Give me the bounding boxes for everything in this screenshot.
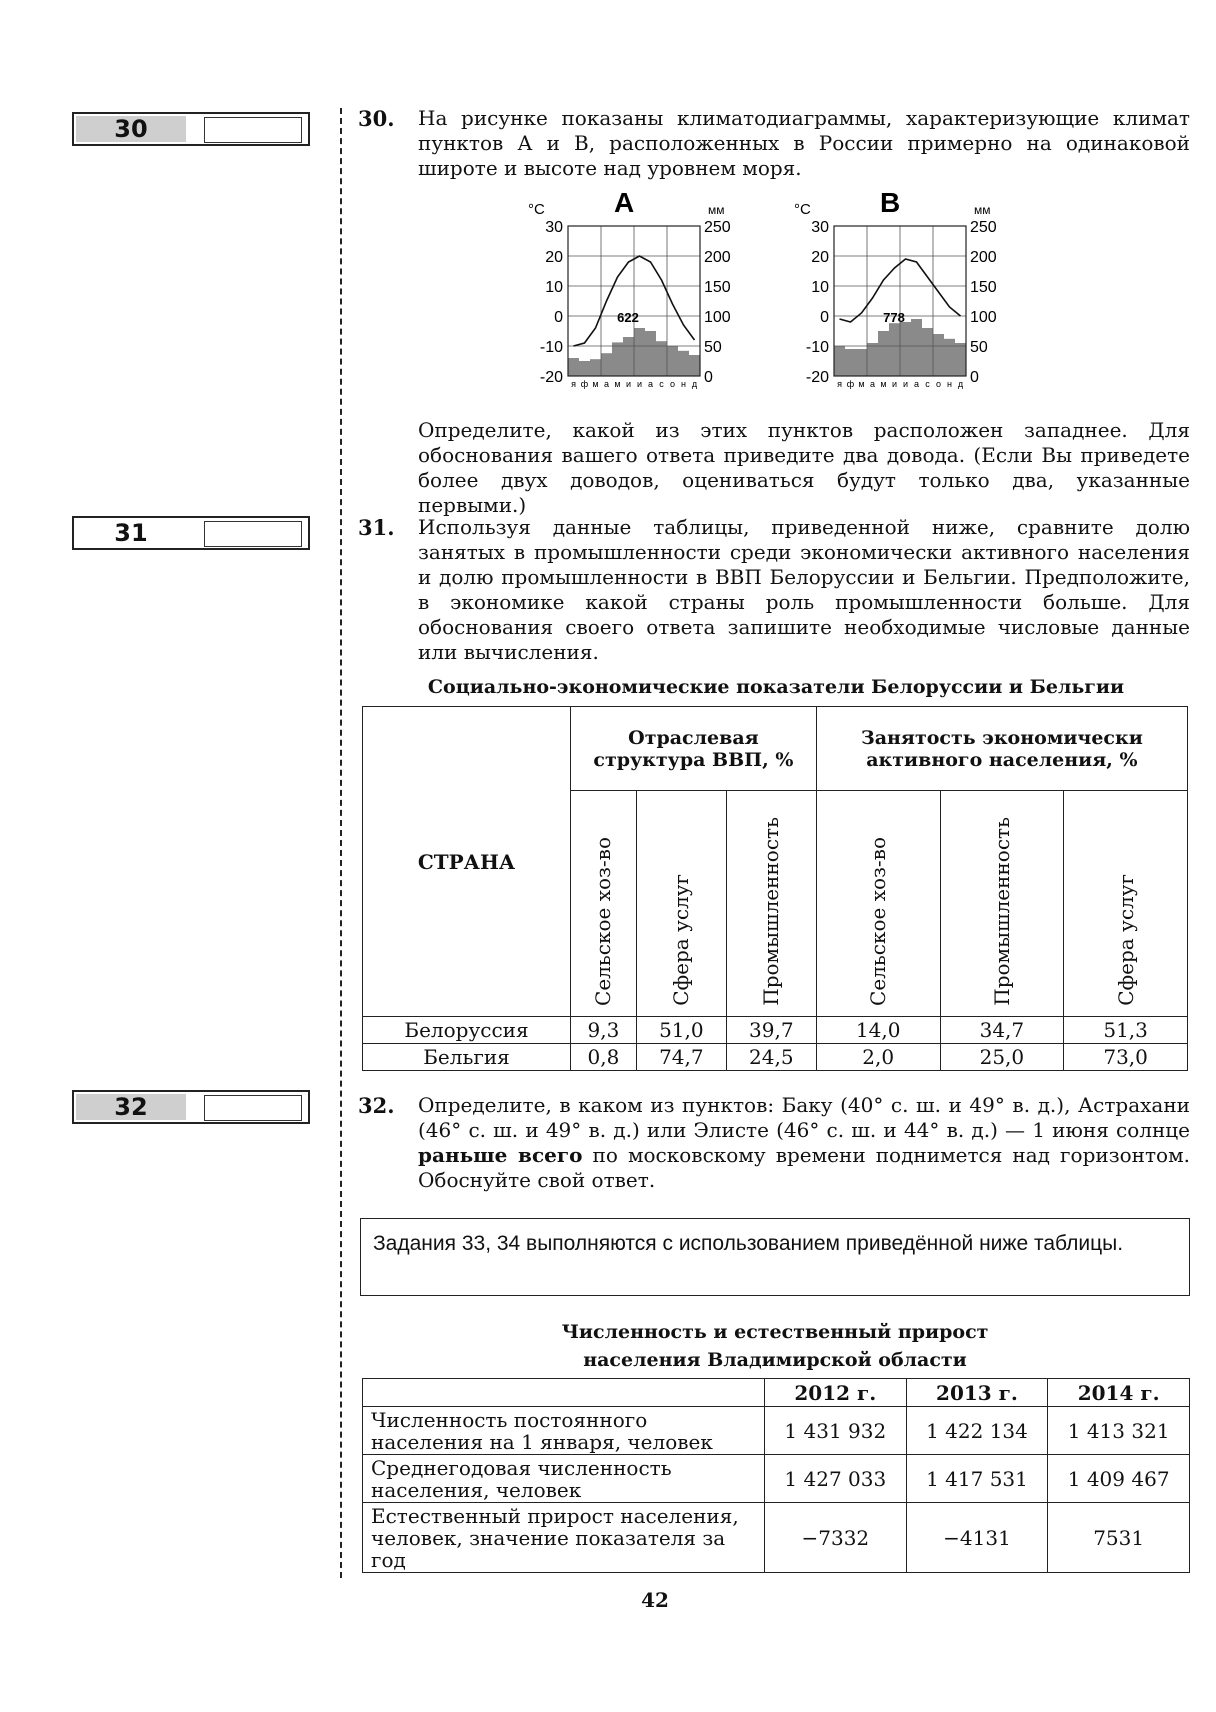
precip-tick-label: 250 [970, 219, 997, 236]
socio-economic-table [362, 706, 1188, 1071]
precip-bar [856, 349, 867, 376]
question-32-text-part1: Определите, в каком из пунктов: Баку (40° с. ш. и 49° в. д.), Астрахани (46° с. ш. и 49° в. д.) или Элисте (46° с. ш. и 44° в. д.) — 1 июня солнце [418, 1093, 1190, 1142]
climate-charts [520, 190, 1040, 400]
question-31-text: Используя данные таблицы, приведенной ниже, сравните долю занятых в промышленности среди экономически активного населения и долю промышленности в ВВП Белоруссии и Бельгии. Предположите, в экономике какой страны роль промышленности больше. Для обоснования своего ответа запишите необходимые числовые данные или вычисления. [418, 515, 1190, 664]
value-cell: 51,3 [1064, 1017, 1188, 1044]
table-2-title-line1: Численность и естественный прирост [561, 1321, 989, 1343]
question-32-text-part2: по московскому времени поднимется над горизонтом. Обоснуйте свой ответ. [418, 1143, 1190, 1192]
subheader-gdp-services: Сфера услуг [669, 874, 694, 1006]
climate-chart-a [528, 190, 731, 389]
subheader-cell [571, 791, 637, 1017]
precip-tick-label: 0 [970, 369, 979, 386]
answer-box-32 [72, 1090, 310, 1124]
precip-bar [678, 351, 689, 376]
value-cell: 1 413 321 [1048, 1407, 1190, 1455]
month-tick-label: и [902, 379, 909, 389]
precip-bar [845, 349, 856, 376]
value-cell: 39,7 [726, 1017, 816, 1044]
month-tick-label: н [681, 379, 686, 389]
answer-field-32[interactable] [204, 1095, 302, 1121]
month-tick-label: я [837, 379, 842, 389]
value-cell: 74,7 [636, 1044, 726, 1071]
table-row [363, 1503, 1190, 1573]
precip-bar [911, 319, 922, 376]
precip-bar [568, 358, 579, 376]
value-cell: 0,8 [571, 1044, 637, 1071]
value-cell: 1 417 531 [906, 1455, 1048, 1503]
empty-header-cell [363, 1379, 765, 1407]
precip-tick-label: 200 [970, 249, 997, 266]
gdp-structure-header: Отраслевая структура ВВП, % [571, 707, 817, 791]
axis-unit-precip: мм [708, 203, 725, 217]
answer-box-30 [72, 112, 310, 146]
year-header: 2013 г. [906, 1379, 1048, 1407]
month-tick-label: и [636, 379, 643, 389]
precip-bar [579, 361, 590, 376]
value-cell: 1 409 467 [1048, 1455, 1190, 1503]
subheader-emp-agriculture: Сельское хоз-во [866, 837, 891, 1006]
precip-bar [656, 341, 667, 376]
question-30-text: На рисунке показаны климатодиаграммы, характеризующие климат пунктов А и В, расположенных в России примерно на одинаковой широте и высоте над уровнем моря. [418, 106, 1190, 180]
question-32-emphasis: раньше всего [418, 1143, 583, 1167]
answer-box-number: 32 [76, 1094, 186, 1120]
temp-tick-label: -10 [539, 339, 563, 356]
temp-tick-label: -20 [539, 369, 563, 386]
precip-bar [623, 337, 634, 376]
precip-bar [889, 323, 900, 376]
row-label: Среднегодовая численность населения, человек [363, 1455, 765, 1503]
value-cell: 1 427 033 [765, 1455, 907, 1503]
value-cell: −4131 [906, 1503, 1048, 1573]
month-tick-label: ф [580, 379, 589, 389]
precip-bar [878, 331, 889, 376]
temp-tick-label: 20 [811, 249, 829, 266]
precip-bar [689, 355, 700, 376]
month-tick-label: м [880, 379, 887, 389]
country-cell: Бельгия [363, 1044, 571, 1071]
temp-tick-label: 10 [811, 279, 829, 296]
precip-bar [944, 339, 955, 376]
question-number-31: 31. [358, 515, 395, 540]
subheader-cell [726, 791, 816, 1017]
month-tick-label: н [947, 379, 952, 389]
month-tick-label: а [647, 379, 654, 389]
subheader-cell [1064, 791, 1188, 1017]
precip-tick-label: 150 [970, 279, 997, 296]
month-tick-label: м [858, 379, 865, 389]
question-32-text [418, 1093, 1190, 1193]
precip-bar [955, 343, 966, 376]
answer-field-31[interactable] [204, 521, 302, 547]
month-tick-label: а [869, 379, 876, 389]
month-tick-label: и [891, 379, 898, 389]
precip-bar [667, 346, 678, 376]
month-tick-label: д [957, 379, 964, 389]
precip-tick-label: 100 [704, 309, 731, 326]
population-table [362, 1378, 1190, 1573]
precip-tick-label: 250 [704, 219, 731, 236]
value-cell: 73,0 [1064, 1044, 1188, 1071]
value-cell: 1 431 932 [765, 1407, 907, 1455]
subheader-cell [636, 791, 726, 1017]
precip-bar [933, 334, 944, 376]
table-row [363, 1044, 1188, 1071]
temp-tick-label: 20 [545, 249, 563, 266]
subheader-emp-industry: Промышленность [989, 817, 1014, 1006]
precip-tick-label: 200 [704, 249, 731, 266]
subheader-gdp-industry: Промышленность [759, 817, 784, 1006]
subheader-cell [940, 791, 1064, 1017]
climate-chart-b [794, 190, 997, 389]
value-cell: 7531 [1048, 1503, 1190, 1573]
value-cell: 9,3 [571, 1017, 637, 1044]
table-row [363, 1455, 1190, 1503]
year-header: 2014 г. [1048, 1379, 1190, 1407]
country-cell: Белоруссия [363, 1017, 571, 1044]
tasks-33-34-note: Задания 33, 34 выполняются с использованием приведённой ниже таблицы. [360, 1218, 1190, 1296]
row-label: Численность постоянного населения на 1 января, человек [363, 1407, 765, 1455]
temp-tick-label: 0 [820, 309, 829, 326]
axis-unit-precip: мм [974, 203, 991, 217]
table-2-title-line2: населения Владимирской области [583, 1349, 967, 1371]
value-cell: 14,0 [816, 1017, 940, 1044]
answer-field-30[interactable] [204, 117, 302, 143]
table-2-title [362, 1318, 1188, 1374]
axis-unit-temp: °C [528, 201, 545, 218]
subheader-gdp-agriculture: Сельское хоз-во [591, 837, 616, 1006]
table-1-title: Социально-экономические показатели Белоруссии и Бельгии [427, 676, 1125, 698]
subheader-cell [816, 791, 940, 1017]
month-tick-label: с [659, 379, 664, 389]
row-label: Естественный прирост населения, человек, значение показателя за год [363, 1503, 765, 1573]
answer-box-number: 30 [76, 116, 186, 142]
precip-bar [612, 342, 623, 376]
value-cell: 2,0 [816, 1044, 940, 1071]
temp-tick-label: 30 [545, 219, 563, 236]
month-tick-label: с [925, 379, 930, 389]
temp-tick-label: 30 [811, 219, 829, 236]
question-30-task: Определите, какой из этих пунктов расположен западнее. Для обоснования вашего ответа приведите два довода. (Если Вы приведете более двух доводов, оцениваться будут только два, указанные первыми.) [418, 418, 1190, 517]
temp-tick-label: -10 [805, 339, 829, 356]
value-cell: 25,0 [940, 1044, 1064, 1071]
value-cell: 51,0 [636, 1017, 726, 1044]
precip-bar [634, 328, 645, 376]
question-number-32: 32. [358, 1093, 395, 1118]
annual-precip-label: 622 [617, 310, 639, 325]
precip-tick-label: 50 [704, 339, 722, 356]
precip-bar [834, 346, 845, 376]
precip-bar [922, 328, 933, 376]
month-tick-label: и [625, 379, 632, 389]
margin-cut-line [340, 108, 342, 1578]
temp-tick-label: -20 [805, 369, 829, 386]
temp-tick-label: 10 [545, 279, 563, 296]
precip-tick-label: 150 [704, 279, 731, 296]
answer-box-number: 31 [114, 519, 148, 547]
month-tick-label: о [935, 379, 942, 389]
year-header: 2012 г. [765, 1379, 907, 1407]
country-column-header: СТРАНА [363, 707, 571, 1017]
chart-title: А [614, 190, 635, 218]
precip-tick-label: 50 [970, 339, 988, 356]
precip-bar [601, 353, 612, 376]
value-cell: 34,7 [940, 1017, 1064, 1044]
month-tick-label: я [571, 379, 576, 389]
table-row [363, 1017, 1188, 1044]
temp-tick-label: 0 [554, 309, 563, 326]
annual-precip-label: 778 [883, 310, 905, 325]
table-row [363, 1407, 1190, 1455]
axis-unit-temp: °C [794, 201, 811, 218]
precip-bar [900, 322, 911, 376]
page-number: 42 [641, 1588, 669, 1612]
month-tick-label: ф [846, 379, 855, 389]
precip-tick-label: 0 [704, 369, 713, 386]
precip-tick-label: 100 [970, 309, 997, 326]
month-tick-label: а [913, 379, 920, 389]
chart-title: В [880, 190, 901, 218]
subheader-emp-services: Сфера услуг [1113, 874, 1138, 1006]
precip-bar [645, 331, 656, 376]
value-cell: 24,5 [726, 1044, 816, 1071]
precip-bar [867, 343, 878, 376]
value-cell: 1 422 134 [906, 1407, 1048, 1455]
month-tick-label: а [603, 379, 610, 389]
month-tick-label: о [669, 379, 676, 389]
month-tick-label: д [691, 379, 698, 389]
month-tick-label: м [592, 379, 599, 389]
question-number-30: 30. [358, 106, 395, 131]
answer-box-31 [72, 516, 310, 550]
value-cell: −7332 [765, 1503, 907, 1573]
month-tick-label: м [614, 379, 621, 389]
employment-header: Занятость экономически активного населения, % [816, 707, 1187, 791]
precip-bar [590, 359, 601, 376]
